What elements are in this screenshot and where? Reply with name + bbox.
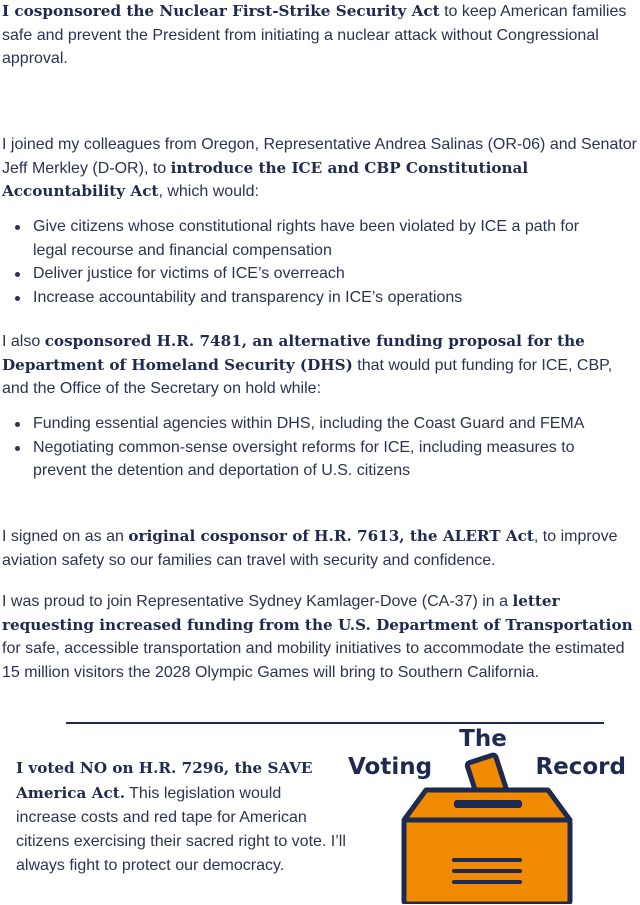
ice-act-paragraph <box>2 133 638 204</box>
ice-act-bullet-list <box>0 215 613 309</box>
alert-act-paragraph <box>2 525 628 572</box>
logo-the-text: The <box>459 726 507 752</box>
alert-act-post: , to improve aviation safety so our families can travel with security and confidence. <box>2 528 618 569</box>
letter-bold: letter requesting increased funding from the U.S. Department of Transportation <box>2 592 633 634</box>
hr7481-pre: I also <box>2 333 45 350</box>
list-item: Give citizens whose constitutional rights have been violated by ICE a path for legal recourse and financial compensation <box>0 215 613 262</box>
save-act-paragraph <box>16 756 346 878</box>
list-item: Deliver justice for victims of ICE’s overreach <box>0 262 613 286</box>
letter-pre: I was proud to join Representative Sydney Kamlager-Dove (CA-37) in a <box>2 593 513 610</box>
list-item: Negotiating common-sense oversight reforms for ICE, including measures to prevent the detention and deportation of U.S. citizens <box>0 436 613 483</box>
hr7481-bold: cosponsored H.R. 7481, an alternative funding proposal for the Department of Homeland Security (DHS) <box>2 332 585 374</box>
list-item: Increase accountability and transparency in ICE’s operations <box>0 286 613 310</box>
list-item: Funding essential agencies within DHS, including the Coast Guard and FEMA <box>0 412 613 436</box>
hr7481-bullet-list <box>0 412 613 483</box>
ice-act-post: , which would: <box>158 183 259 200</box>
transportation-letter-paragraph <box>2 590 638 684</box>
alert-act-bold: original cosponsor of H.R. 7613, the ALERT Act <box>128 527 534 545</box>
logo-voting-text: Voting <box>348 754 433 780</box>
nuclear-act-text: to keep American families safe and prevent the President from initiating a nuclear attack without Congressional approval. <box>2 3 627 67</box>
logo-record-text: Record <box>535 754 626 780</box>
hr7481-post: that would put funding for ICE, CBP, and the Office of the Secretary on hold while: <box>2 356 613 397</box>
ice-act-pre: I joined my colleagues from Oregon, Representative Andrea Salinas (OR-06) and Senator Jeff Merkley (D-OR), to <box>2 136 638 177</box>
voting-record-logo <box>346 724 628 904</box>
nuclear-act-bold: I cosponsored the Nuclear First-Strike Security Act <box>2 2 440 20</box>
letter-post: for safe, accessible transportation and mobility initiatives to accommodate the estimated 15 million visitors the 2028 Olympic Games will bring to Southern California. <box>2 640 625 681</box>
alert-act-pre: I signed on as an <box>2 528 129 545</box>
save-act-text: This legislation would increase costs and red tape for American citizens exercising their sacred right to vote. I’ll always fight to protect our democracy. <box>16 785 346 874</box>
hr7481-paragraph <box>2 330 638 401</box>
nuclear-act-paragraph <box>2 0 638 71</box>
ice-act-bold: introduce the ICE and CBP Constitutional Accountability Act <box>2 158 529 200</box>
save-act-bold: I voted NO on H.R. 7296, the SAVE America Act. <box>16 759 313 802</box>
